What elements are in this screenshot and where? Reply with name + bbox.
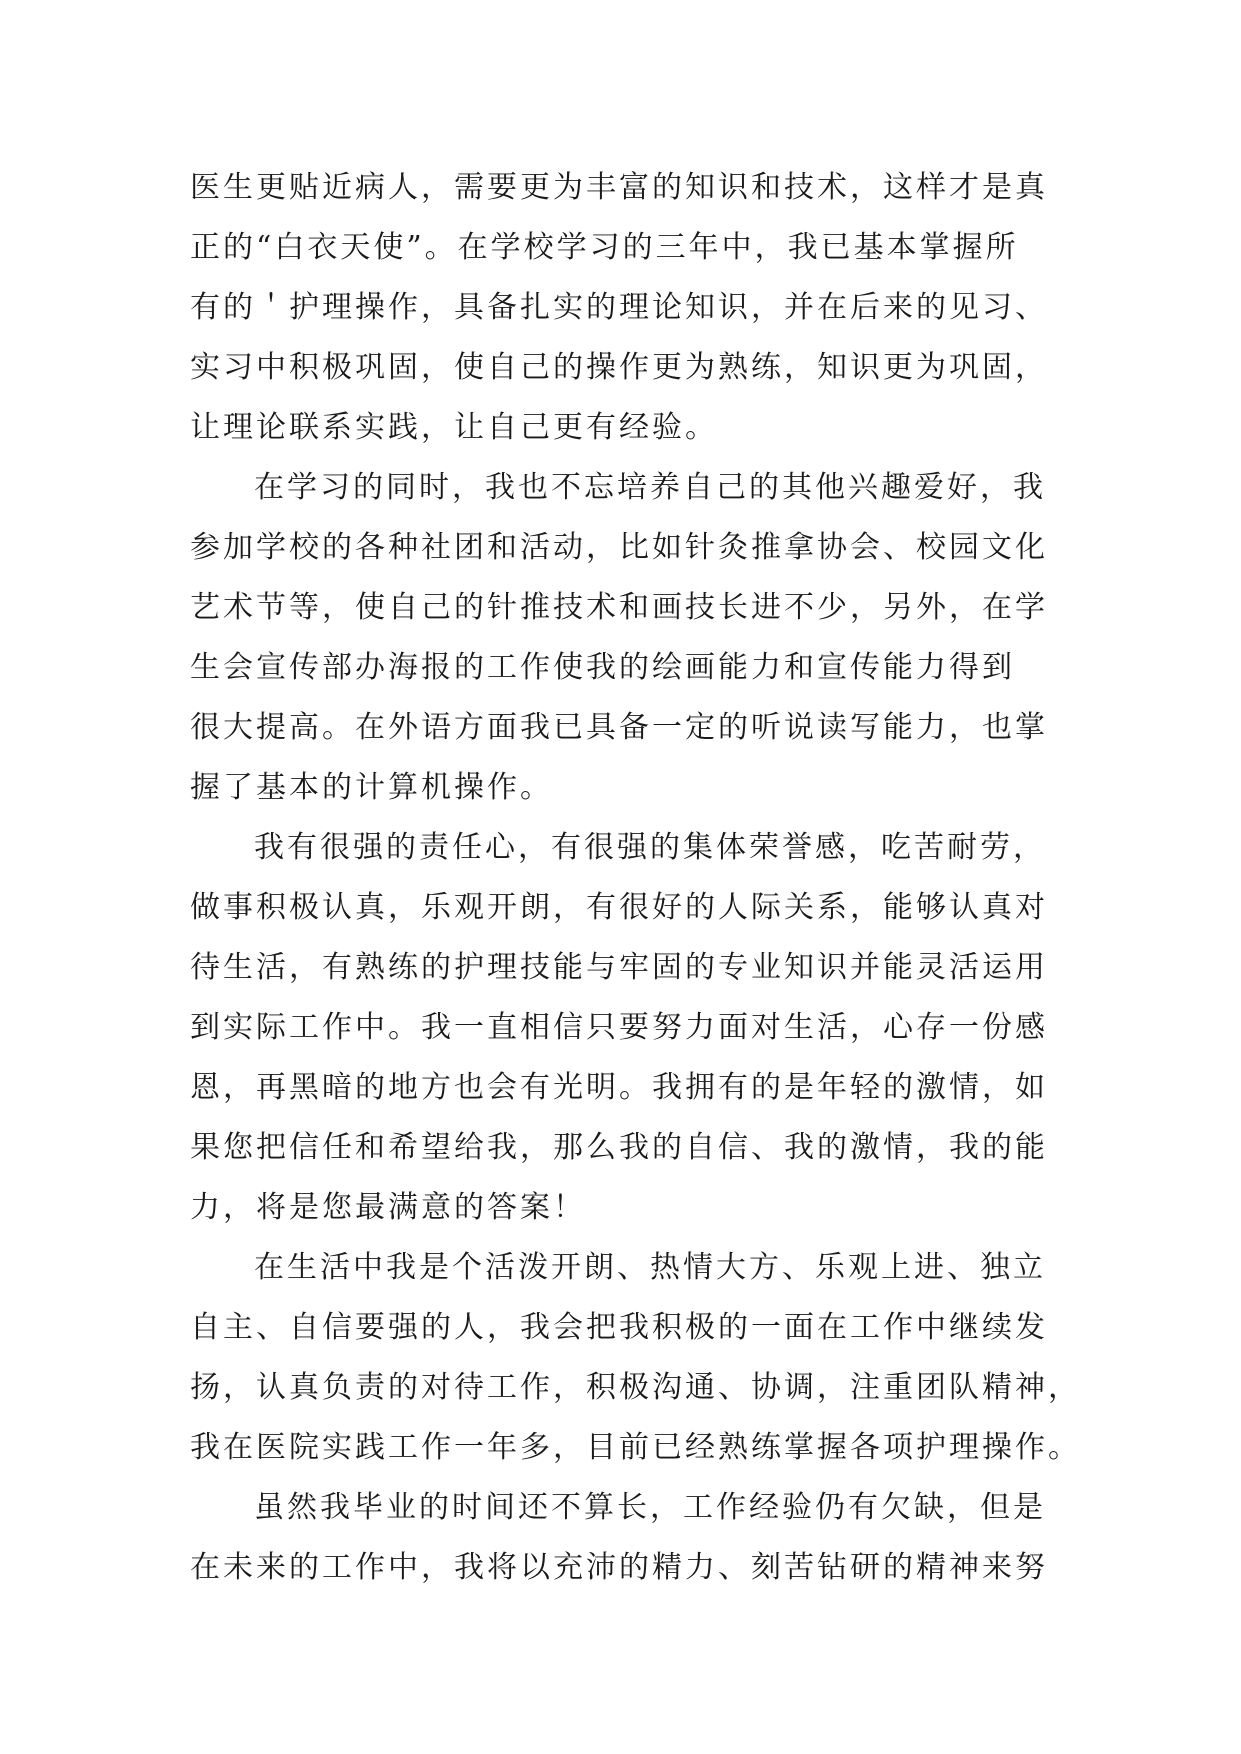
text-line: 果您把信任和希望给我，那么我的自信、我的激情，我的能 — [190, 1130, 1048, 1165]
text-line: 做事积极认真，乐观开朗，有很好的人际关系，能够认真对 — [190, 890, 1048, 925]
text-line: 医生更贴近病人，需要更为丰富的知识和技术，这样才是真 — [190, 170, 1048, 205]
text-line: 有的＇护理操作，具备扎实的理论知识，并在后来的见习、 — [190, 290, 1048, 325]
text-line: 很大提高。在外语方面我已具备一定的听说读写能力，也掌 — [190, 710, 1048, 745]
text-line: 到实际工作中。我一直相信只要努力面对生活，心存一份感 — [190, 1010, 1048, 1045]
text-line: 自主、自信要强的人，我会把我积极的一面在工作中继续发 — [190, 1310, 1048, 1345]
paragraph — [190, 458, 1070, 818]
text-line: 生会宣传部办海报的工作使我的绘画能力和宣传能力得到 — [190, 650, 1015, 685]
text-line: 正的“白衣天使”。在学校学习的三年中，我已基本掌握所 — [190, 230, 1019, 265]
paragraph — [190, 1238, 1081, 1478]
text-line: 恩，再黑暗的地方也会有光明。我拥有的是年轻的激情，如 — [190, 1070, 1048, 1105]
text-line: 扬，认真负责的对待工作，积极沟通、协调，注重团队精神， — [190, 1370, 1081, 1405]
text-line: 在生活中我是个活泼开朗、热情大方、乐观上进、独立 — [254, 1250, 1046, 1285]
text-line: 力，将是您最满意的答案！ — [190, 1190, 586, 1225]
text-line: 我有很强的责任心，有很强的集体荣誉感，吃苦耐劳， — [254, 830, 1046, 865]
text-line: 虽然我毕业的时间还不算长，工作经验仍有欠缺，但是 — [254, 1490, 1046, 1525]
text-line: 握了基本的计算机操作。 — [190, 770, 553, 805]
text-line: 实习中积极巩固，使自己的操作更为熟练，知识更为巩固， — [190, 350, 1048, 385]
text-line: 参加学校的各种社团和活动，比如针灸推拿协会、校园文化 — [190, 530, 1048, 565]
text-line: 在未来的工作中，我将以充沛的精力、刻苦钻研的精神来努 — [190, 1550, 1048, 1585]
text-line: 艺术节等，使自己的针推技术和画技长进不少，另外，在学 — [190, 590, 1048, 625]
text-line: 让理论联系实践，让自己更有经验。 — [190, 410, 718, 445]
paragraph — [190, 158, 1070, 458]
paragraph — [190, 1478, 1070, 1598]
text-line: 在学习的同时，我也不忘培养自己的其他兴趣爱好，我 — [254, 470, 1046, 505]
paragraph — [190, 818, 1070, 1238]
document-body — [190, 158, 1081, 1598]
text-line: 待生活，有熟练的护理技能与牢固的专业知识并能灵活运用 — [190, 950, 1048, 985]
text-line: 我在医院实践工作一年多，目前已经熟练掌握各项护理操作。 — [190, 1430, 1081, 1465]
